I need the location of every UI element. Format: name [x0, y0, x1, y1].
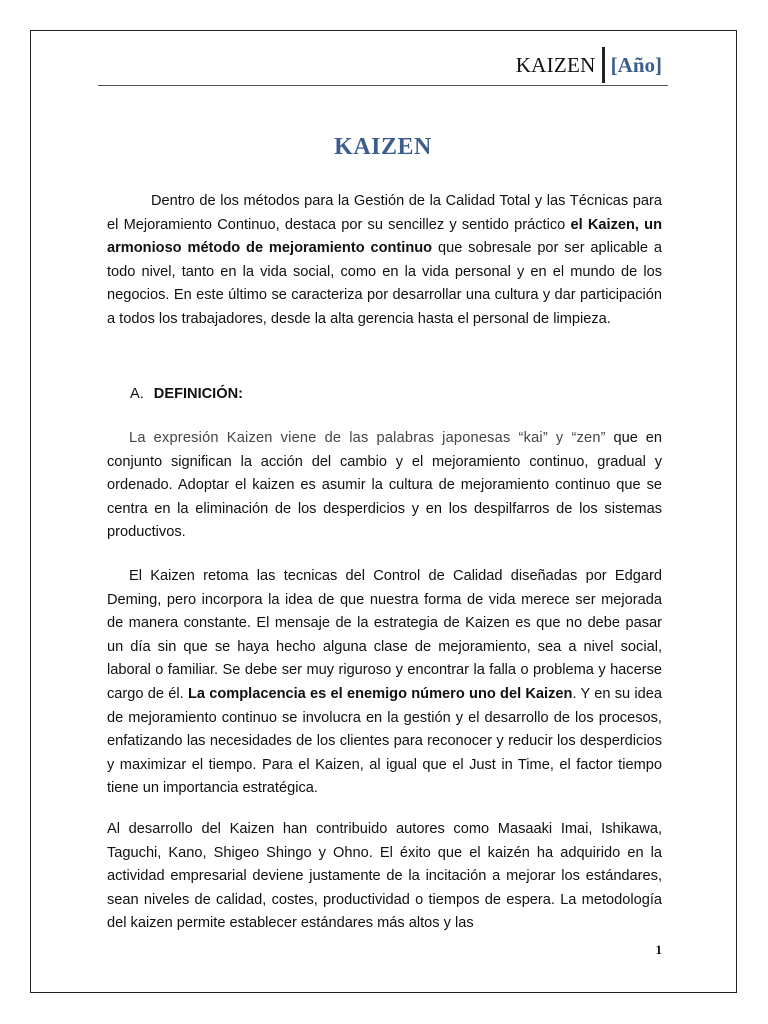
definition-text: que en conjunto significan la acción del cambio y el mejoramiento continuo, gradual y ordenado. Adoptar el kaizen es asumir la cultura de mejoramiento continuo que se centra en la eliminación de los desperdicios y en los despilfarros de los sistemas productivos. — [107, 430, 662, 541]
intro-paragraph — [107, 190, 662, 332]
deming-text-2: . Y en su idea de mejoramiento continuo se involucra en la gestión y el desarrollo de los procesos, enfatizando las necesidades de los clientes para reconocer y reducir los desperdicios y maximizar el tiempo. Para el Kaizen, al igual que el Just in Time, el factor tiempo tiene un importancia estratégica. — [107, 685, 662, 797]
authors-paragraph: Al desarrollo del Kaizen han contribuido autores como Masaaki Imai, Ishikawa, Taguchi, Kano, Shigeo Shingo y Ohno. El éxito que el kaizén ha adquirido en la actividad empresarial deviene justamente de la incitación a mejorar los estándares, sean niveles de calidad, costes, productividad o tiempos de espera. La metodología del kaizen permite establecer estándares más altos y las — [107, 821, 662, 932]
document-title: KAIZEN — [334, 134, 432, 160]
section-heading-definicion — [130, 383, 243, 406]
intro-text-2: que sobresale por ser aplicable a todo nivel, tanto en la vida social, como en la vida personal y en el mundo de los negocios. En este último se caracteriza por desarrollar una cultura y dar participación a todos los trabajadores, desde la alta gerencia hasta el personal de limpieza. — [107, 240, 663, 327]
deming-text-1: El Kaizen retoma las tecnicas del Control de Calidad diseñadas por Edgard Deming, pero incorpora la idea de que nuestra forma de vida merece ser mejorada de manera constante. El mensaje de la estrategia de Kaizen es que no debe pasar un día sin que se haya hecho alguna clase de mejoramiento, sea a nivel social, laboral o familiar. Se debe ser muy riguroso y encontrar la falla o problema y hacerse cargo de él. — [107, 568, 662, 702]
definition-paragraph — [107, 427, 662, 545]
intro-text-1: Dentro de los métodos para la Gestión de la Calidad Total y las Técnicas para el Mejoramiento Continuo, destaca por su sencillez y sentido práctico — [107, 193, 662, 233]
deming-paragraph — [107, 565, 662, 801]
header-title-group — [516, 48, 662, 82]
section-label: DEFINICIÓN: — [153, 386, 243, 402]
page-number: 1 — [655, 942, 662, 957]
section-number: A. — [130, 386, 144, 402]
header-separator — [602, 47, 605, 83]
deming-bold-text: La complacencia es el enemigo número uno del Kaizen — [187, 685, 573, 702]
page-header — [98, 44, 668, 86]
header-title: KAIZEN — [515, 52, 596, 77]
header-year: [Año] — [610, 52, 662, 77]
definition-lead: La expresión Kaizen viene de las palabras japonesas “kai” y “zen” — [129, 430, 606, 446]
intro-bold-text: el Kaizen, un armonioso método de mejoramiento continuo — [107, 216, 662, 257]
